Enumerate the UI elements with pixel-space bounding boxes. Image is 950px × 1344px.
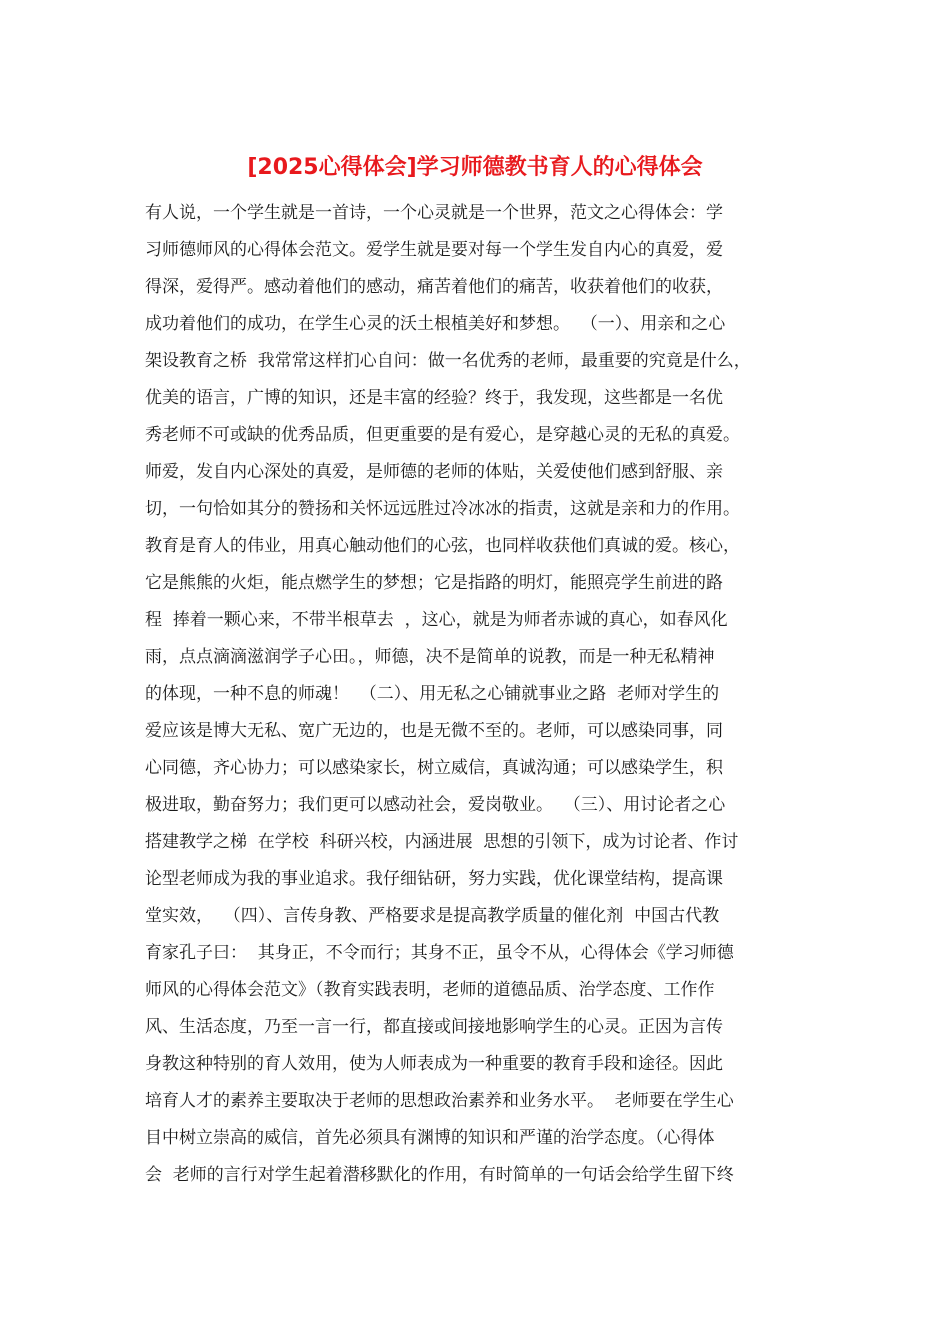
body-line: 心同德，齐心协力；可以感染家长，树立威信，真诚沟通；可以感染学生，积 xyxy=(145,758,723,778)
body-line: 身教这种特别的育人效用，使为人师表成为一种重要的教育手段和途径。因此 xyxy=(145,1054,723,1074)
body-line: 架设教育之桥 我常常这样扪心自问：做一名优秀的老师，最重要的究竟是什么， xyxy=(145,351,751,371)
body-line: 习师德师风的心得体会范文。爱学生就是要对每一个学生发自内心的真爱，爱 xyxy=(145,240,723,260)
body-line: 教育是育人的伟业，用真心触动他们的心弦，也同样收获他们真诚的爱。核心， xyxy=(145,536,740,556)
body-line: 爱应该是博大无私、宽广无边的，也是无微不至的。老师，可以感染同事，同 xyxy=(145,721,723,741)
document-body xyxy=(145,195,815,1194)
body-line: 切，一句恰如其分的赞扬和关怀远远胜过冷冰冰的指责，这就是亲和力的作用。 xyxy=(145,499,740,519)
body-line: 风、生活态度，乃至一言一行，都直接或间接地影响学生的心灵。正因为言传 xyxy=(145,1017,723,1037)
body-line: 成功着他们的成功，在学生心灵的沃土根植美好和梦想。 （一）、用亲和之心 xyxy=(145,314,726,334)
body-line: 会 老师的言行对学生起着潜移默化的作用，有时简单的一句话会给学生留下终 xyxy=(145,1165,734,1185)
body-line: 论型老师成为我的事业追求。我仔细钻研，努力实践，优化课堂结构，提高课 xyxy=(145,869,723,889)
body-line: 培育人才的素养主要取决于老师的思想政治素养和业务水平。 老师要在学生心 xyxy=(145,1091,734,1111)
body-line: 的体现，一种不息的师魂！ （二）、用无私之心铺就事业之路 老师对学生的 xyxy=(145,684,720,704)
body-line: 搭建教学之梯 在学校 科研兴校，内涵进展 思想的引领下，成为讨论者、作讨 xyxy=(145,832,739,852)
body-line: 优美的语言，广博的知识，还是丰富的经验？终于，我发现，这些都是一名优 xyxy=(145,388,723,408)
body-line: 师爱，发自内心深处的真爱，是师德的老师的体贴，关爱使他们感到舒服、亲 xyxy=(145,462,723,482)
body-line: 目中树立崇高的威信，首先必须具有渊博的知识和严谨的治学态度。（心得体 xyxy=(145,1128,715,1148)
body-line: 育家孔子曰： 其身正，不令而行；其身不正，虽令不从，心得体会《学习师德 xyxy=(145,943,734,963)
body-line: 师风的心得体会范文》（教育实践表明，老师的道德品质、治学态度、工作作 xyxy=(145,980,715,1000)
body-line: 有人说，一个学生就是一首诗，一个心灵就是一个世界，范文之心得体会：学 xyxy=(145,203,723,223)
body-line: 秀老师不可或缺的优秀品质，但更重要的是有爱心，是穿越心灵的无私的真爱。 xyxy=(145,425,740,445)
document-title: [2025心得体会]学习师德教书育人的心得体会 xyxy=(247,155,703,180)
body-line: 它是熊熊的火炬，能点燃学生的梦想；它是指路的明灯，能照亮学生前进的路 xyxy=(145,573,723,593)
body-line: 堂实效， （四）、言传身教、严格要求是提高教学质量的催化剂 中国古代教 xyxy=(145,906,720,926)
body-line: 雨，点点滴滴滋润学子心田。，师德，决不是简单的说教，而是一种无私精神 xyxy=(145,647,715,667)
body-line: 程 捧着一颗心来，不带半根草去 ，这心，就是为师者赤诚的真心，如春风化 xyxy=(145,610,728,630)
body-line: 得深，爱得严。感动着他们的感动，痛苦着他们的痛苦，收获着他们的收获， xyxy=(145,277,723,297)
body-line: 极进取，勤奋努力；我们更可以感动社会，爱岗敬业。 （三）、用讨论者之心 xyxy=(145,795,726,815)
